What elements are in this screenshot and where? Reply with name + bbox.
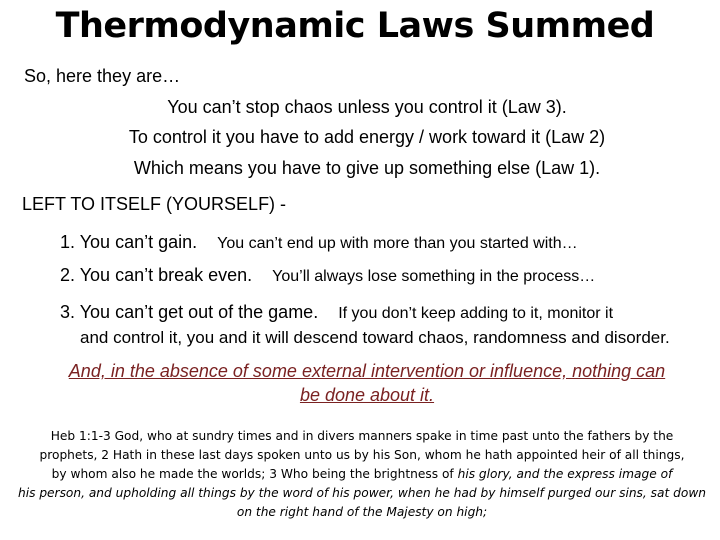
- list-item-label: 3. You can’t get out of the game.: [60, 302, 319, 322]
- scripture-line: [12, 465, 712, 484]
- list-item-note-continued: and control it, you and it will descend toward chaos, randomness and disorder.: [80, 328, 670, 347]
- scripture-line: sins, sat down on the right hand of the Majesty on high;: [236, 486, 707, 519]
- law-summary-line: Which means you have to give up something else (Law 1).: [133, 158, 601, 178]
- conclusion-text: [0, 359, 720, 407]
- list-item-note: If you don’t keep adding to it, monitor it: [338, 305, 614, 322]
- conclusion-line: And, in the absence of some external intervention or influence, nothing can: [68, 361, 666, 381]
- law-summary-line: You can’t stop chaos unless you control it (Law 3).: [167, 97, 567, 117]
- section-heading: LEFT TO ITSELF (YOURSELF) -: [22, 194, 287, 214]
- list-item-note: You can’t end up with more than you started with…: [217, 235, 578, 252]
- page-title: Thermodynamic Laws Summed: [55, 6, 655, 46]
- scripture-line: Heb 1:1-3 God, who at sundry times and in divers manners spake in time past unto the fathers by the: [50, 429, 674, 443]
- list-item: [60, 265, 595, 286]
- intro-text: So, here they are…: [24, 66, 181, 86]
- scripture-line: prophets, 2 Hath in these last days spoken unto us by his Son, whom he hath appointed heir of all things,: [39, 448, 685, 462]
- conclusion-line: be done about it.: [299, 385, 435, 405]
- list-item: [60, 232, 578, 253]
- list-item-label: 1. You can’t gain.: [60, 232, 198, 252]
- scripture-italic: his glory, and the express image of: [453, 467, 673, 481]
- scripture-plain: by whom also he made the worlds; 3 Who being the brightness of: [51, 467, 454, 481]
- scripture-quote: [12, 427, 712, 522]
- law-summary-line: To control it you have to add energy / work toward it (Law 2): [128, 127, 606, 147]
- list-item-label: 2. You can’t break even.: [60, 265, 253, 285]
- list-item-note: You’ll always lose something in the process…: [272, 268, 596, 285]
- scripture-line: his person, and upholding all things by the word of his power, when he had by himself purged our: [17, 486, 616, 500]
- list-item: [60, 302, 613, 323]
